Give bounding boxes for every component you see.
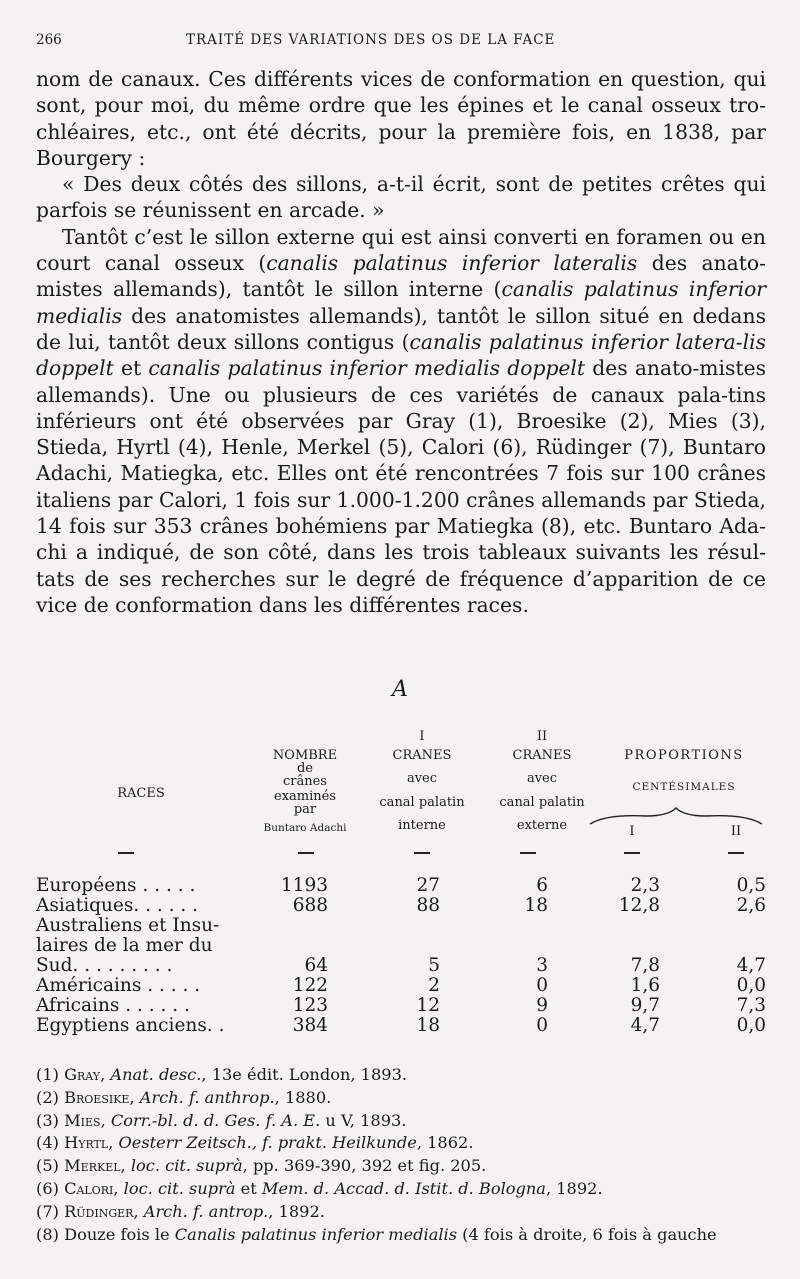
footnote-8: (8) Douze fois le Canalis palatinus inferior medialis (4 fois à droite, 6 fois à gauche: [36, 1224, 717, 1244]
col-header-races: RACES: [117, 786, 165, 801]
footnotes: [36, 1064, 776, 1246]
data-table: [36, 876, 766, 1036]
table-row: Africains . . . . . . 123 12 9 9,7 7,3: [36, 995, 766, 1016]
col-header-prop-II: II: [730, 824, 742, 839]
table-row: Egyptiens anciens. . 384 18 0 4,7 0,0: [36, 1015, 766, 1036]
divider-dash: [728, 852, 744, 854]
footnote-5: (5) Merkel, loc. cit. suprà, pp. 369-390, 392 et fig. 205.: [36, 1156, 487, 1176]
table-letter: A: [392, 677, 408, 702]
footnote-1: (1) Gray, Anat. desc., 13e édit. London, 1893.: [36, 1065, 408, 1084]
footnote-4: (4) Hyrtl, Oesterr Zeitsch., f. prakt. Heilkunde, 1862.: [36, 1133, 474, 1153]
divider-dash: [624, 852, 640, 854]
running-title: TRAITÉ DES VARIATIONS DES OS DE LA FACE: [186, 32, 556, 48]
footnote-2: (2) Broesike, Arch. f. anthrop., 1880.: [36, 1087, 332, 1107]
col-header-I: I CRANES avec canal palatin interne: [379, 729, 465, 833]
paragraph-1: nom de canaux. Ces différents vices de conformation en question, qui sont, pour moi, du même ordre que les épines et le canal osseux tro-chléaires, etc., ont été décrits, pour la première fois, en 1838, par Bourgery :: [36, 67, 766, 170]
divider-dash: [118, 852, 134, 854]
table-row: Asiatiques. . . . . . 688 88 18 12,8 2,6: [36, 895, 766, 916]
col-header-prop-I: I: [629, 824, 635, 839]
col-header-nombre: NOMBRE de crânes examinés par Buntaro Adachi: [263, 748, 347, 834]
footnote-7: (7) Rüdinger, Arch. f. antrop., 1892.: [36, 1201, 325, 1221]
footnote-3: (3) Mies, Corr.-bl. d. d. Ges. f. A. E. u V, 1893.: [36, 1110, 407, 1130]
col-header-proportions: PROPORTIONS: [624, 748, 744, 763]
col-header-II: II CRANES avec canal palatin externe: [499, 729, 585, 833]
page-number: 266: [36, 32, 62, 48]
body-text: [36, 66, 766, 618]
table-row: Américains . . . . . 122 2 0 1,6 0,0: [36, 975, 766, 996]
col-header-centesimales: CENTÉSIMALES: [632, 781, 736, 793]
paragraph-2-quote: « Des deux côtés des sillons, a-t-il écrit, sont de petites crêtes qui parfois se réunissent en arcade. »: [36, 172, 766, 223]
table-row: Européens . . . . . 1193 27 6 2,3 0,5: [36, 875, 766, 896]
footnote-6: (6) Calori, loc. cit. suprà et Mem. d. Accad. d. Istit. d. Bologna, 1892.: [36, 1178, 603, 1198]
divider-dash: [414, 852, 430, 854]
paragraph-3: Tantôt c’est le sillon externe qui est ainsi converti en foramen ou en court canal osseux (canalis palatinus inferior lateralis des anato-mistes allemands), tantôt le sillon interne (canalis palatinus inferior medialis des anatomistes allemands), tantôt le sillon situé en dedans de lui, tantôt deux sillons contigus (canalis palatinus inferior latera-lis doppelt et canalis palatinus inferior medialis doppelt des anato-mistes allemands). Une ou plusieurs de ces variétés de canaux pala-tins inférieurs ont été observées par Gray (1), Broesike (2), Mies (3), Stieda, Hyrtl (4), Henle, Merkel (5), Calori (6), Rüdinger (7), Buntaro Adachi, Matiegka, etc. Elles ont été rencontrées 7 fois sur 100 crânes italiens par Calori, 1 fois sur 1.000-1.200 crânes allemands par Stieda, 14 fois sur 353 crânes bohémiens par Matiegka (8), etc. Buntaro Ada-chi a indiqué, de son côté, dans les trois tableaux suivants les résul-tats de ses recherches sur le degré de fréquence d’apparition de ce vice de conformation dans les différentes races.: [36, 224, 767, 617]
divider-dash: [298, 852, 314, 854]
table-row: Australiens et Insu- laires de la mer du Sud. . . . . . . . . 64 5 3 7,8 4,7: [36, 915, 766, 976]
divider-dash: [520, 852, 536, 854]
